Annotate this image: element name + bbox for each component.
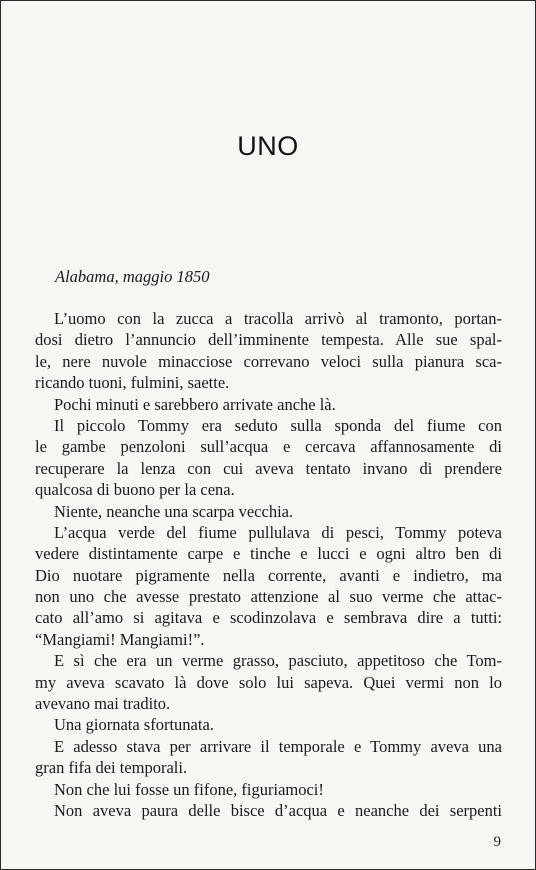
text-line: Il piccolo Tommy era seduto sulla sponda del fiume con — [54, 415, 502, 435]
text-line: le gambe penzoloni sull’acqua e cercava affannosamente di — [35, 437, 502, 457]
text-line: my aveva scavato là dove solo lui sapeva. Quei vermi non lo — [35, 672, 502, 692]
text-line: L’acqua verde del fiume pullulava di pesci, Tommy poteva — [54, 522, 502, 542]
text-line: Dio nuotare pigramente nella corrente, avanti e indietro, ma — [35, 565, 502, 585]
text-line: recuperare la lenza con cui aveva tentato invano di prendere — [35, 458, 502, 478]
text-line: gran fifa dei temporali. — [35, 758, 188, 778]
text-line: Non aveva paura delle bisce d’acqua e neanche dei serpenti — [54, 800, 502, 820]
text-line: non uno che avesse prestato attenzione al suo verme che attac- — [35, 587, 502, 607]
page-number: 9 — [493, 834, 501, 850]
text-line: E sì che era un verme grasso, pasciuto, appetitoso che Tom- — [54, 651, 502, 671]
text-line: Una giornata sfortunata. — [54, 715, 214, 735]
text-line: Pochi minuti e sarebbero arrivate anche là. — [54, 394, 336, 414]
text-line: cato all’amo si agitava e scodinzolava e sembrava dire a tutti: — [35, 608, 502, 628]
place-date-heading: Alabama, maggio 1850 — [55, 267, 210, 286]
text-line: E adesso stava per arrivare il temporale e Tommy aveva una — [54, 736, 502, 756]
body-text — [35, 308, 502, 821]
text-line: avevano mai tradito. — [35, 694, 171, 714]
text-line: le, nere nuvole minacciose correvano veloci sulla pianura sca- — [35, 351, 502, 371]
text-line: L’uomo con la zucca a tracolla arrivò al tramonto, portan- — [54, 309, 502, 328]
text-line: Non che lui fosse un fifone, figuriamoci! — [54, 779, 324, 799]
text-line: ricando tuoni, fulmini, saette. — [35, 373, 230, 393]
text-line: qualcosa di buono per la cena. — [35, 480, 235, 500]
chapter-title: UNO — [237, 131, 299, 161]
text-line: Niente, neanche una scarpa vecchia. — [54, 501, 294, 521]
text-line: dosi dietro l’annuncio dell’imminente tempesta. Alle sue spal- — [35, 330, 502, 350]
text-line: “Mangiami! Mangiami!”. — [35, 629, 205, 649]
text-line: vedere distintamente carpe e tinche e lucci e ogni altro ben di — [35, 544, 502, 564]
